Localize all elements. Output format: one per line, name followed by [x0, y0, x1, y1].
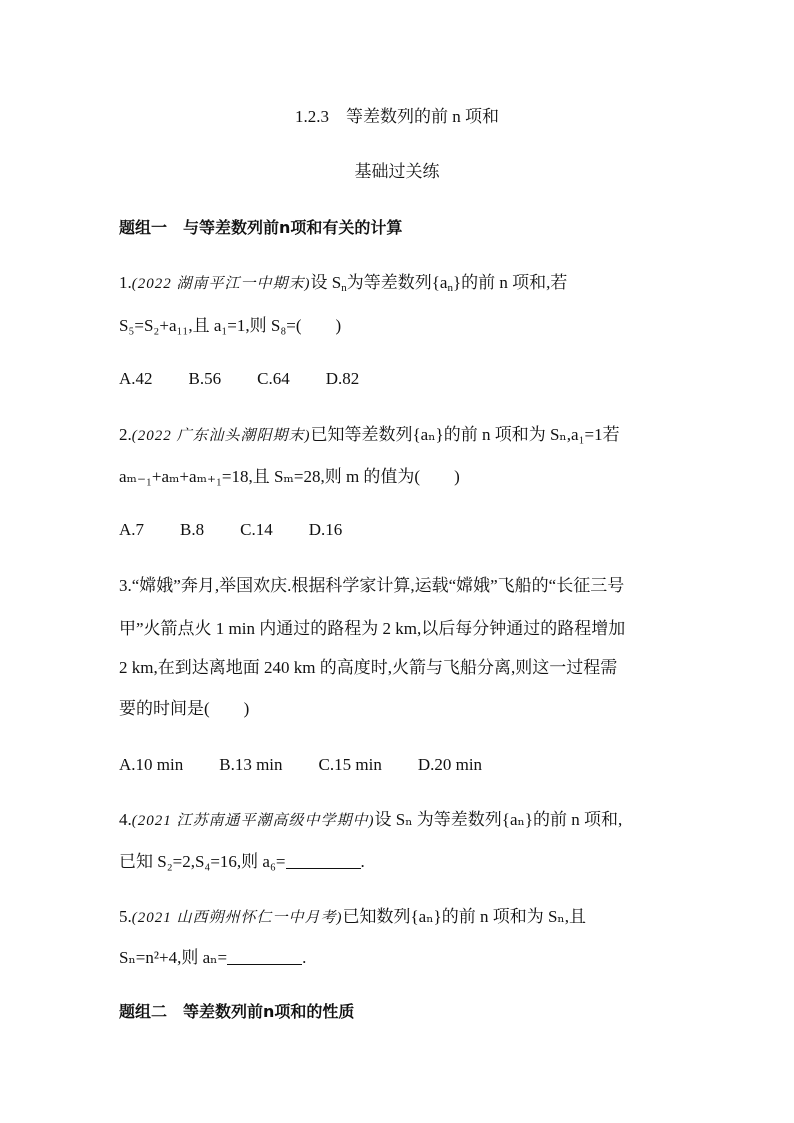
- question-3-line-4: 要的时间是( ): [119, 699, 250, 718]
- option-c: C.15 min: [318, 755, 382, 774]
- answer-blank[interactable]: [286, 854, 361, 869]
- option-b: B.56: [188, 369, 222, 388]
- question-text: 设 Sₙ 为等差数列{aₙ}的前 n 项和,: [374, 810, 623, 829]
- option-a: A.42: [119, 369, 153, 388]
- question-number: 2.: [119, 425, 132, 444]
- question-number: 4.: [119, 810, 132, 829]
- question-4-line-1: [119, 809, 622, 832]
- section-subtitle: 基础过关练: [354, 162, 440, 181]
- question-3-options: [119, 754, 518, 776]
- question-3-line-3: 2 km,在到达离地面 240 km 的高度时,火箭与飞船分离,则这一过程需: [119, 658, 618, 677]
- group-heading-2: 题组二 等差数列前n项和的性质: [119, 1002, 355, 1021]
- section-title: 1.2.3 等差数列的前 n 项和: [295, 107, 499, 126]
- option-d: D.20 min: [417, 755, 483, 774]
- question-2-line-1: [119, 424, 620, 447]
- question-text: }的前 n 项和,若: [452, 273, 568, 292]
- option-c: C.14: [240, 520, 273, 539]
- question-1-line-2: S₅=S₂+a₁₁,且 a₁=1,则 S₈=( ): [119, 316, 342, 335]
- option-b: B.13 min: [219, 755, 283, 774]
- group-heading-1: 题组一 与等差数列前n项和有关的计算: [119, 218, 403, 237]
- question-text: 已知 S₂=2,S₄=16,则 a₆=: [119, 852, 286, 871]
- option-c: C.64: [257, 369, 290, 388]
- question-text: Sₙ=n²+4,则 aₙ=: [119, 948, 228, 967]
- question-5-line-1: [119, 906, 586, 929]
- question-5-line-2: [119, 947, 306, 969]
- question-text: .: [360, 852, 365, 871]
- option-d: D.82: [325, 369, 360, 388]
- question-source: (2022 广东汕头潮阳期末): [131, 428, 311, 444]
- question-1-options: [119, 368, 395, 390]
- question-3-line-1: 3.“嫦娥”奔月,举国欢庆.根据科学家计算,运载“嫦娥”飞船的“长征三号: [119, 576, 625, 595]
- question-number: 5.: [119, 907, 132, 926]
- question-text: 已知等差数列{aₙ}的前 n 项和为 Sₙ,a₁=1若: [310, 425, 620, 444]
- question-4-line-2: [119, 851, 365, 873]
- question-text: 已知数列{aₙ}的前 n 项和为 Sₙ,且: [342, 907, 587, 926]
- question-source: (2022 湖南平江一中期末): [131, 276, 311, 292]
- question-text: 为等差数列{a: [346, 273, 448, 292]
- question-source: (2021 江苏南通平潮高级中学期中): [131, 813, 375, 829]
- question-text: 设 S: [310, 273, 342, 292]
- question-1-line-1: 1.(2022 湖南平江一中期末)设 $S_n$为等差数列$\{a_n\}$的前 n 项和,若: [119, 273, 568, 294]
- answer-blank[interactable]: [227, 950, 302, 965]
- question-text: .: [302, 948, 307, 967]
- option-b: B.8: [180, 520, 205, 539]
- question-2-line-2: aₘ₋₁+aₘ+aₘ₊₁=18,且 Sₘ=28,则 m 的值为( ): [119, 467, 460, 486]
- question-3-line-2: 甲”火箭点火 1 min 内通过的路程为 2 km,以后每分钟通过的路程增加: [119, 619, 626, 638]
- option-a: A.7: [119, 520, 145, 539]
- option-d: D.16: [308, 520, 343, 539]
- option-a: A.10 min: [119, 755, 184, 774]
- question-number: 1.: [119, 273, 132, 292]
- question-source: (2021 山西朔州怀仁一中月考): [131, 910, 343, 926]
- question-2-options: [119, 519, 378, 541]
